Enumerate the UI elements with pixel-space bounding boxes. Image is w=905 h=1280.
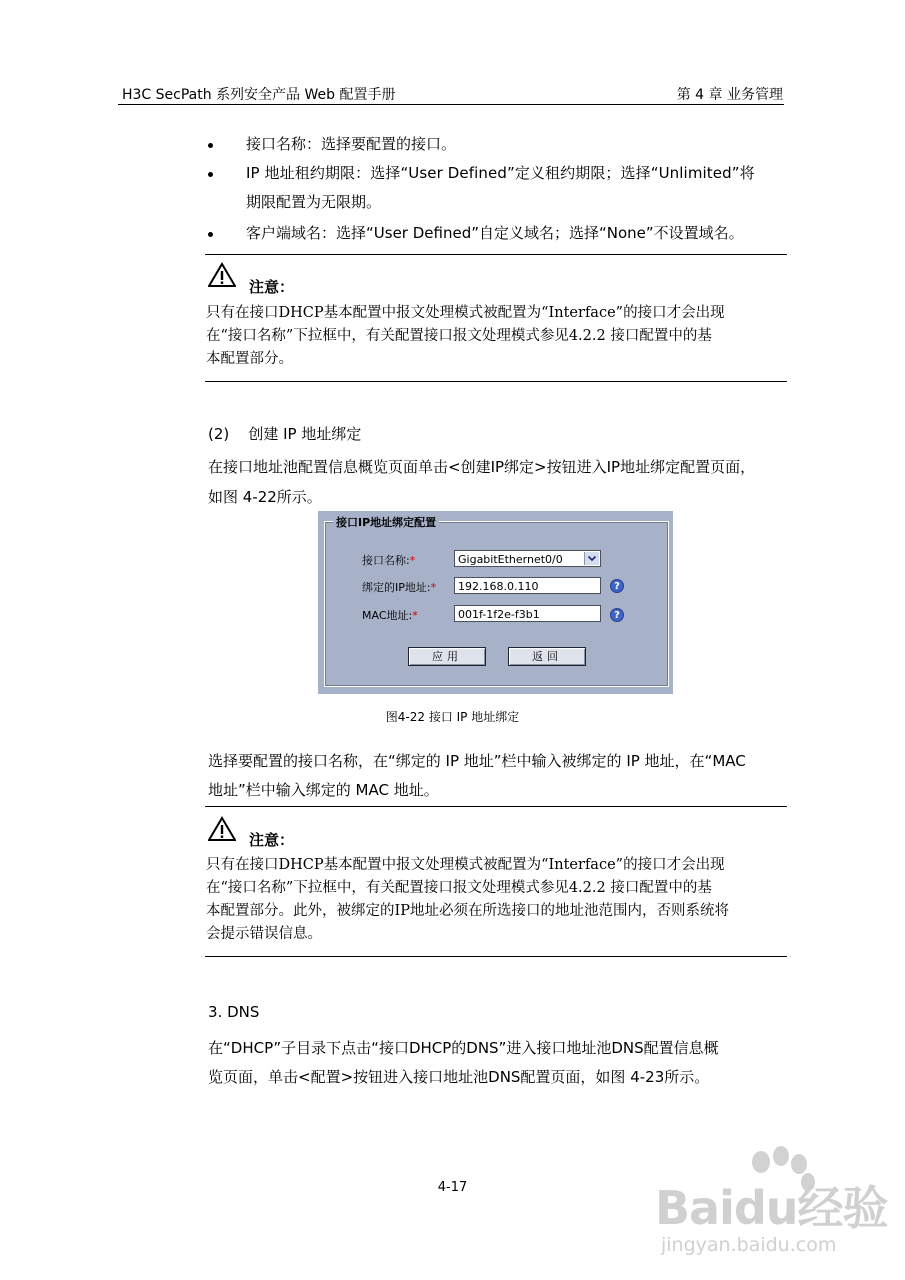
bullet-lease-line1: IP 地址租约期限：选择“User Defined”定义租约期限；选择“Unlimited”将 <box>246 164 755 182</box>
bullet-dot <box>208 143 213 148</box>
back-button[interactable]: 返回 <box>508 647 586 666</box>
paragraph-line: 地址”栏中输入绑定的 MAC 地址。 <box>208 781 439 799</box>
figure-caption: 图4-22 接口 IP 地址绑定 <box>385 710 520 724</box>
note-top-rule <box>205 254 787 255</box>
section-heading: 3. DNS <box>208 1003 260 1021</box>
note-title: 注意： <box>249 831 295 849</box>
apply-button[interactable]: 应用 <box>408 647 486 666</box>
interface-name-select[interactable] <box>454 550 601 567</box>
chevron-down-icon[interactable] <box>584 552 599 565</box>
paragraph-line: 如图 4-22所示。 <box>208 488 322 506</box>
note-line: 只有在接口DHCP基本配置中报文处理模式被配置为“Interface”的接口才会出现 <box>206 305 725 321</box>
note-line: 在“接口名称”下拉框中，有关配置接口报文处理模式参见4.2.2 接口配置中的基 <box>206 880 712 896</box>
mac-address-label: MAC地址:* <box>362 609 418 622</box>
page-header-title: H3C SecPath 系列安全产品 Web 配置手册 <box>122 87 396 103</box>
watermark-url: jingyan.baidu.com <box>661 1234 837 1256</box>
note-line: 本配置部分。 <box>206 351 293 367</box>
interface-name-label: 接口名称:* <box>362 554 416 567</box>
bullet-client-domain: 客户端域名：选择“User Defined”自定义域名；选择“None”不设置域名。 <box>246 224 744 242</box>
form-groupbox <box>324 516 669 687</box>
form-legend: 接口IP地址绑定配置 <box>333 514 439 530</box>
note-line: 在“接口名称”下拉框中，有关配置接口报文处理模式参见4.2.2 接口配置中的基 <box>206 328 712 344</box>
paragraph-line: 选择要配置的接口名称，在“绑定的 IP 地址”栏中输入被绑定的 IP 地址，在“MAC <box>208 752 746 770</box>
help-icon[interactable]: ? <box>610 579 624 593</box>
bullet-dot <box>208 232 213 237</box>
note-line: 只有在接口DHCP基本配置中报文处理模式被配置为“Interface”的接口才会出现 <box>206 857 725 873</box>
note-body <box>206 302 784 371</box>
warning-icon <box>208 262 236 288</box>
paragraph-line: 在“DHCP”子目录下点击“接口DHCP的DNS”进入接口地址池DNS配置信息概 <box>208 1039 719 1057</box>
bullet-dot <box>208 172 213 177</box>
page-header-chapter: 第 4 章 业务管理 <box>676 87 783 103</box>
bound-ip-input[interactable]: 192.168.0.110 <box>454 577 601 594</box>
interface-name-value: GigabitEthernet0/0 <box>458 553 563 566</box>
watermark-brand: Baidu经验 <box>655 1181 888 1235</box>
note-bottom-rule <box>205 381 787 382</box>
note-title: 注意： <box>249 278 295 296</box>
note-line: 会提示错误信息。 <box>206 926 322 942</box>
section-heading: (2) 创建 IP 地址绑定 <box>208 425 362 443</box>
bullet-interface-name: 接口名称：选择要配置的接口。 <box>246 135 457 153</box>
note-bottom-rule <box>205 956 787 957</box>
paragraph-line: 在接口地址池配置信息概览页面单击<创建IP绑定>按钮进入IP地址绑定配置页面， <box>208 458 756 476</box>
page-number: 4-17 <box>437 1180 468 1195</box>
paragraph-line: 览页面，单击<配置>按钮进入接口地址池DNS配置页面，如图 4-23所示。 <box>208 1068 710 1086</box>
bound-ip-label: 绑定的IP地址:* <box>362 581 437 594</box>
section-paragraph <box>208 452 755 512</box>
note-line: 本配置部分。此外，被绑定的IP地址必须在所选接口的地址池范围内，否则系统将 <box>206 903 729 919</box>
header-rule <box>118 104 784 105</box>
section-paragraph <box>208 1034 719 1092</box>
figure-ip-binding-form <box>318 511 673 694</box>
help-icon[interactable]: ? <box>610 608 624 622</box>
mac-address-input[interactable]: 001f-1f2e-f3b1 <box>454 605 601 622</box>
note-body <box>206 854 784 946</box>
note-top-rule <box>205 806 787 807</box>
warning-icon <box>208 816 236 842</box>
paragraph-after-figure <box>208 747 746 805</box>
baidu-watermark <box>653 1142 888 1262</box>
bullet-lease-line2: 期限配置为无限期。 <box>246 193 382 211</box>
